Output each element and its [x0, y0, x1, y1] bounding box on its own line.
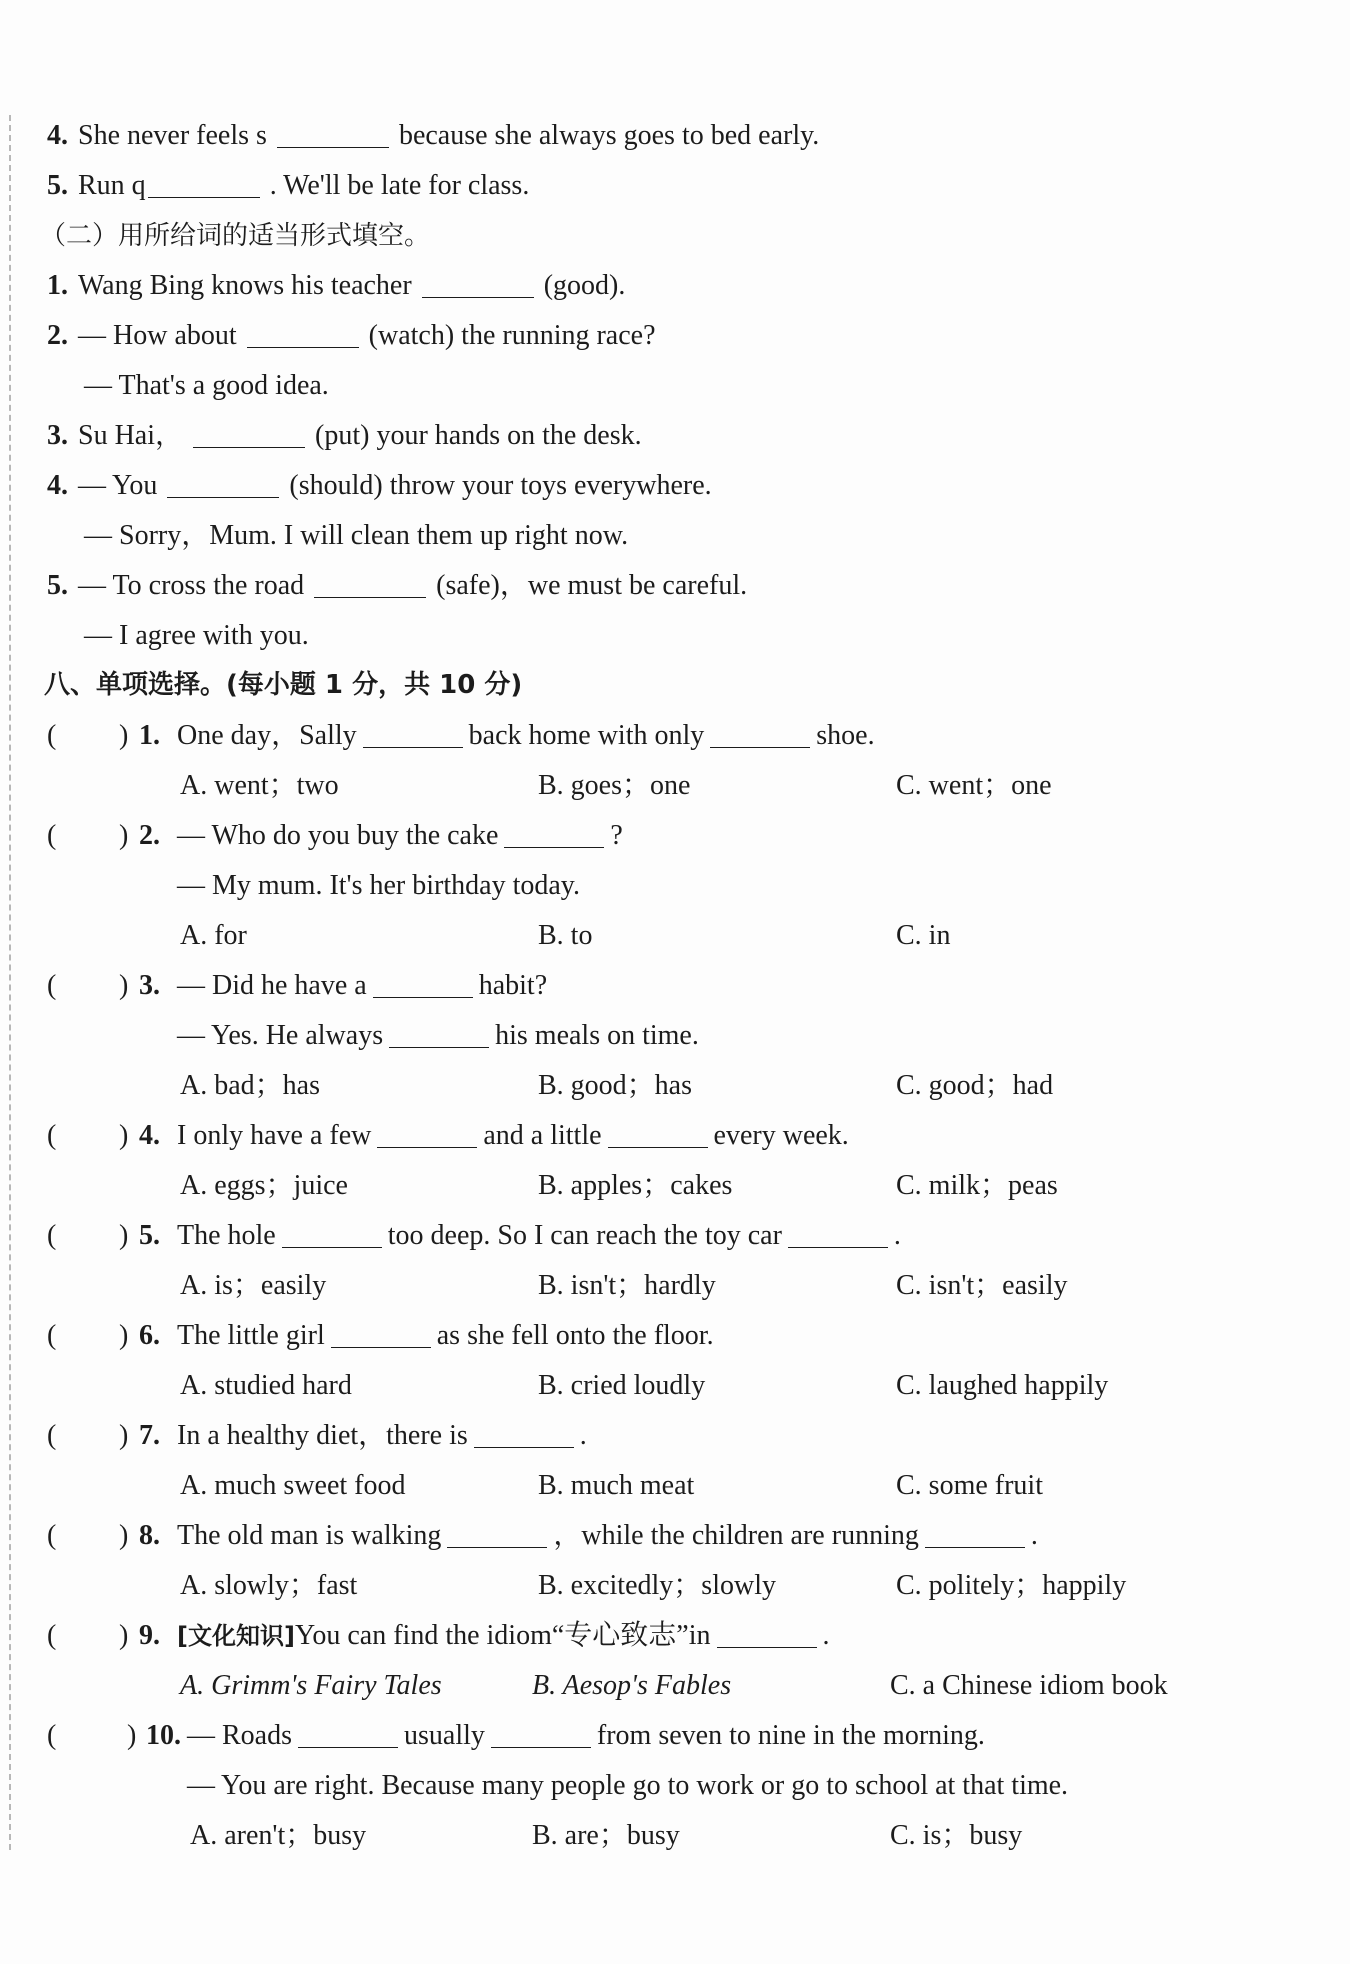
option-b[interactable]: B. to — [538, 920, 593, 951]
mc-question: ( ) 6. The little girl as she fell onto the floor. — [47, 1320, 714, 1351]
option-a[interactable]: A. for — [180, 920, 247, 951]
mc-question: ( ) 5. The hole too deep. So I can reach the toy car . — [47, 1220, 901, 1251]
fill-item: 5. Run q . We'll be late for class. — [47, 170, 530, 201]
answer-blank[interactable] — [377, 1121, 477, 1148]
option-a[interactable]: A. is；easily — [180, 1270, 327, 1301]
option-c[interactable]: C. isn't；easily — [896, 1270, 1068, 1301]
answer-blank[interactable] — [925, 1521, 1025, 1548]
option-b[interactable]: B. apples；cakes — [538, 1170, 733, 1201]
mc-question: ( ) 4. I only have a few and a little every week. — [47, 1120, 849, 1151]
answer-blank[interactable] — [491, 1721, 591, 1748]
fill-item: 5. — To cross the road (safe)，we must be careful. — [47, 570, 748, 601]
option-c[interactable]: C. in — [896, 920, 951, 951]
option-c[interactable]: C. laughed happily — [896, 1370, 1109, 1401]
answer-blank[interactable] — [277, 121, 389, 148]
mc-question: ( ) 7. In a healthy diet，there is . — [47, 1420, 587, 1451]
option-a[interactable]: A. bad；has — [180, 1070, 320, 1101]
option-c[interactable]: C. went；one — [896, 770, 1052, 801]
answer-blank[interactable] — [298, 1721, 398, 1748]
dialog-line: — That's a good idea. — [84, 370, 329, 401]
section-title: 八、单项选择。(每小题 1 分，共 10 分) — [44, 670, 523, 700]
answer-blank[interactable] — [504, 821, 604, 848]
answer-blank[interactable] — [167, 471, 279, 498]
answer-blank[interactable] — [608, 1121, 708, 1148]
answer-blank[interactable] — [373, 971, 473, 998]
option-b[interactable]: B. cried loudly — [538, 1370, 706, 1401]
answer-blank[interactable] — [474, 1421, 574, 1448]
dialog-line: — My mum. It's her birthday today. — [177, 870, 580, 901]
answer-blank[interactable] — [193, 421, 305, 448]
mc-question: ( ) 8. The old man is walking ，while the children are running . — [47, 1520, 1038, 1551]
option-a[interactable]: A. Grimm's Fairy Tales — [180, 1670, 442, 1701]
option-b[interactable]: B. isn't；hardly — [538, 1270, 716, 1301]
option-b[interactable]: B. are；busy — [532, 1820, 680, 1851]
answer-blank[interactable] — [282, 1221, 382, 1248]
option-c[interactable]: C. milk；peas — [896, 1170, 1058, 1201]
answer-blank[interactable] — [389, 1021, 489, 1048]
option-c[interactable]: C. some fruit — [896, 1470, 1043, 1501]
option-c[interactable]: C. politely；happily — [896, 1570, 1127, 1601]
mc-question: ( ) 1. One day，Sally back home with only shoe. — [47, 720, 875, 751]
dialog-line: — I agree with you. — [84, 620, 309, 651]
mc-question: ( ) 9. [文化知识]You can find the idiom“专心致志”in . — [47, 1620, 830, 1651]
dialog-line: — You are right. Because many people go to work or go to school at that time. — [187, 1770, 1069, 1801]
fill-item: 3. Su Hai， (put) your hands on the desk. — [47, 420, 642, 451]
option-a[interactable]: A. studied hard — [180, 1370, 352, 1401]
fill-item: 4. — You (should) throw your toys everywhere. — [47, 470, 712, 501]
answer-blank[interactable] — [314, 571, 426, 598]
option-a[interactable]: A. eggs；juice — [180, 1170, 348, 1201]
dialog-line: — Yes. He always his meals on time. — [177, 1020, 699, 1051]
option-b[interactable]: B. Aesop's Fables — [532, 1670, 732, 1701]
fill-item: 4. She never feels s because she always goes to bed early. — [47, 120, 820, 151]
fill-item: 1. Wang Bing knows his teacher (good). — [47, 270, 626, 301]
mc-question: ( ) 2. — Who do you buy the cake ? — [47, 820, 623, 851]
section-title: （二）用所给词的适当形式填空。 — [40, 221, 431, 251]
option-b[interactable]: B. much meat — [538, 1470, 695, 1501]
answer-blank[interactable] — [447, 1521, 547, 1548]
answer-blank[interactable] — [788, 1221, 888, 1248]
option-c[interactable]: C. good；had — [896, 1070, 1054, 1101]
culture-tag: [文化知识] — [177, 1622, 295, 1650]
option-a[interactable]: A. slowly；fast — [180, 1570, 358, 1601]
answer-blank[interactable] — [363, 721, 463, 748]
answer-blank[interactable] — [148, 171, 260, 198]
option-a[interactable]: A. aren't；busy — [190, 1820, 367, 1851]
option-c[interactable]: C. is；busy — [890, 1820, 1023, 1851]
option-a[interactable]: A. much sweet food — [180, 1470, 406, 1501]
answer-blank[interactable] — [247, 321, 359, 348]
mc-question: ( ) 10. — Roads usually from seven to nine in the morning. — [47, 1720, 985, 1751]
option-b[interactable]: B. good；has — [538, 1070, 693, 1101]
answer-blank[interactable] — [422, 271, 534, 298]
option-a[interactable]: A. went；two — [180, 770, 339, 801]
option-b[interactable]: B. goes；one — [538, 770, 691, 801]
option-b[interactable]: B. excitedly；slowly — [538, 1570, 776, 1601]
answer-blank[interactable] — [717, 1621, 817, 1648]
mc-question: ( ) 3. — Did he have a habit? — [47, 970, 548, 1001]
binding-margin-line — [9, 115, 11, 1850]
dialog-line: — Sorry，Mum. I will clean them up right now. — [84, 520, 629, 551]
answer-blank[interactable] — [331, 1321, 431, 1348]
answer-blank[interactable] — [710, 721, 810, 748]
option-c[interactable]: C. a Chinese idiom book — [890, 1670, 1168, 1701]
fill-item: 2. — How about (watch) the running race? — [47, 320, 656, 351]
